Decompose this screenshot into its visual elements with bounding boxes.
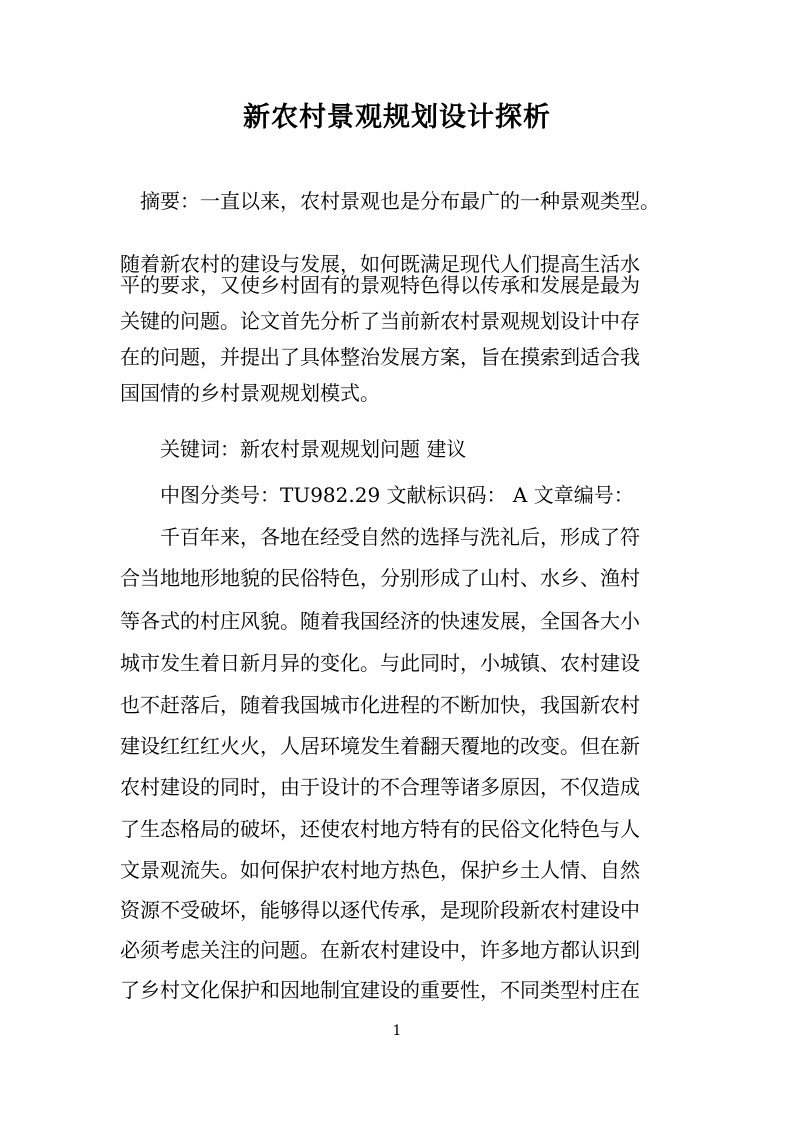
body-line: 合当地地形地貌的民俗特色，分别形成了山村、水乡、渔村 xyxy=(120,566,640,590)
body-line: 建设红红红火火，人居环境发生着翻天覆地的改变。但在新 xyxy=(120,734,640,758)
keywords-line: 关键词：新农村景观规划问题 建议 xyxy=(160,437,467,461)
body-line: 等各式的村庄风貌。随着我国经济的快速发展，全国各大小 xyxy=(120,609,640,633)
abstract-line: 摘要：一直以来，农村景观也是分布最广的一种景观类型。 xyxy=(140,189,660,213)
body-line: 文景观流失。如何保护农村地方热色，保护乡土人情、自然 xyxy=(120,858,640,882)
abstract-line: 国国情的乡村景观规划模式。 xyxy=(120,381,380,405)
abstract-line: 平的要求，又使乡村固有的景观特色得以传承和发展是最为 xyxy=(120,273,640,297)
classification-line: 中图分类号：TU982.29 文献标识码： A 文章编号： xyxy=(160,483,634,507)
body-line: 城市发生着日新月异的变化。与此同时，小城镇、农村建设 xyxy=(120,651,640,675)
body-line: 了生态格局的破坏，还使农村地方特有的民俗文化特色与人 xyxy=(120,817,640,841)
body-line: 千百年来，各地在经受自然的选择与洗礼后，形成了符 xyxy=(160,525,640,549)
body-line: 了乡村文化保护和因地制宜建设的重要性，不同类型村庄在 xyxy=(120,978,640,1002)
abstract-line: 随着新农村的建设与发展，如何既满足现代人们提高生活水 xyxy=(120,252,640,276)
page-number: 1 xyxy=(392,1023,402,1039)
body-line: 资源不受破坏，能够得以逐代传承，是现阶段新农村建设中 xyxy=(120,898,640,922)
body-line: 也不赶落后，随着我国城市化进程的不断加快，我国新农村 xyxy=(120,693,640,717)
body-line: 农村建设的同时，由于设计的不合理等诸多原因，不仅造成 xyxy=(120,775,640,799)
body-line: 必须考虑关注的问题。在新农村建设中，许多地方都认识到 xyxy=(120,938,640,962)
abstract-line: 关键的问题。论文首先分析了当前新农村景观规划设计中存 xyxy=(120,309,640,333)
paper-title: 新农村景观规划设计探析 xyxy=(243,102,551,133)
abstract-line: 在的问题，并提出了具体整治发展方案，旨在摸索到适合我 xyxy=(120,345,640,369)
